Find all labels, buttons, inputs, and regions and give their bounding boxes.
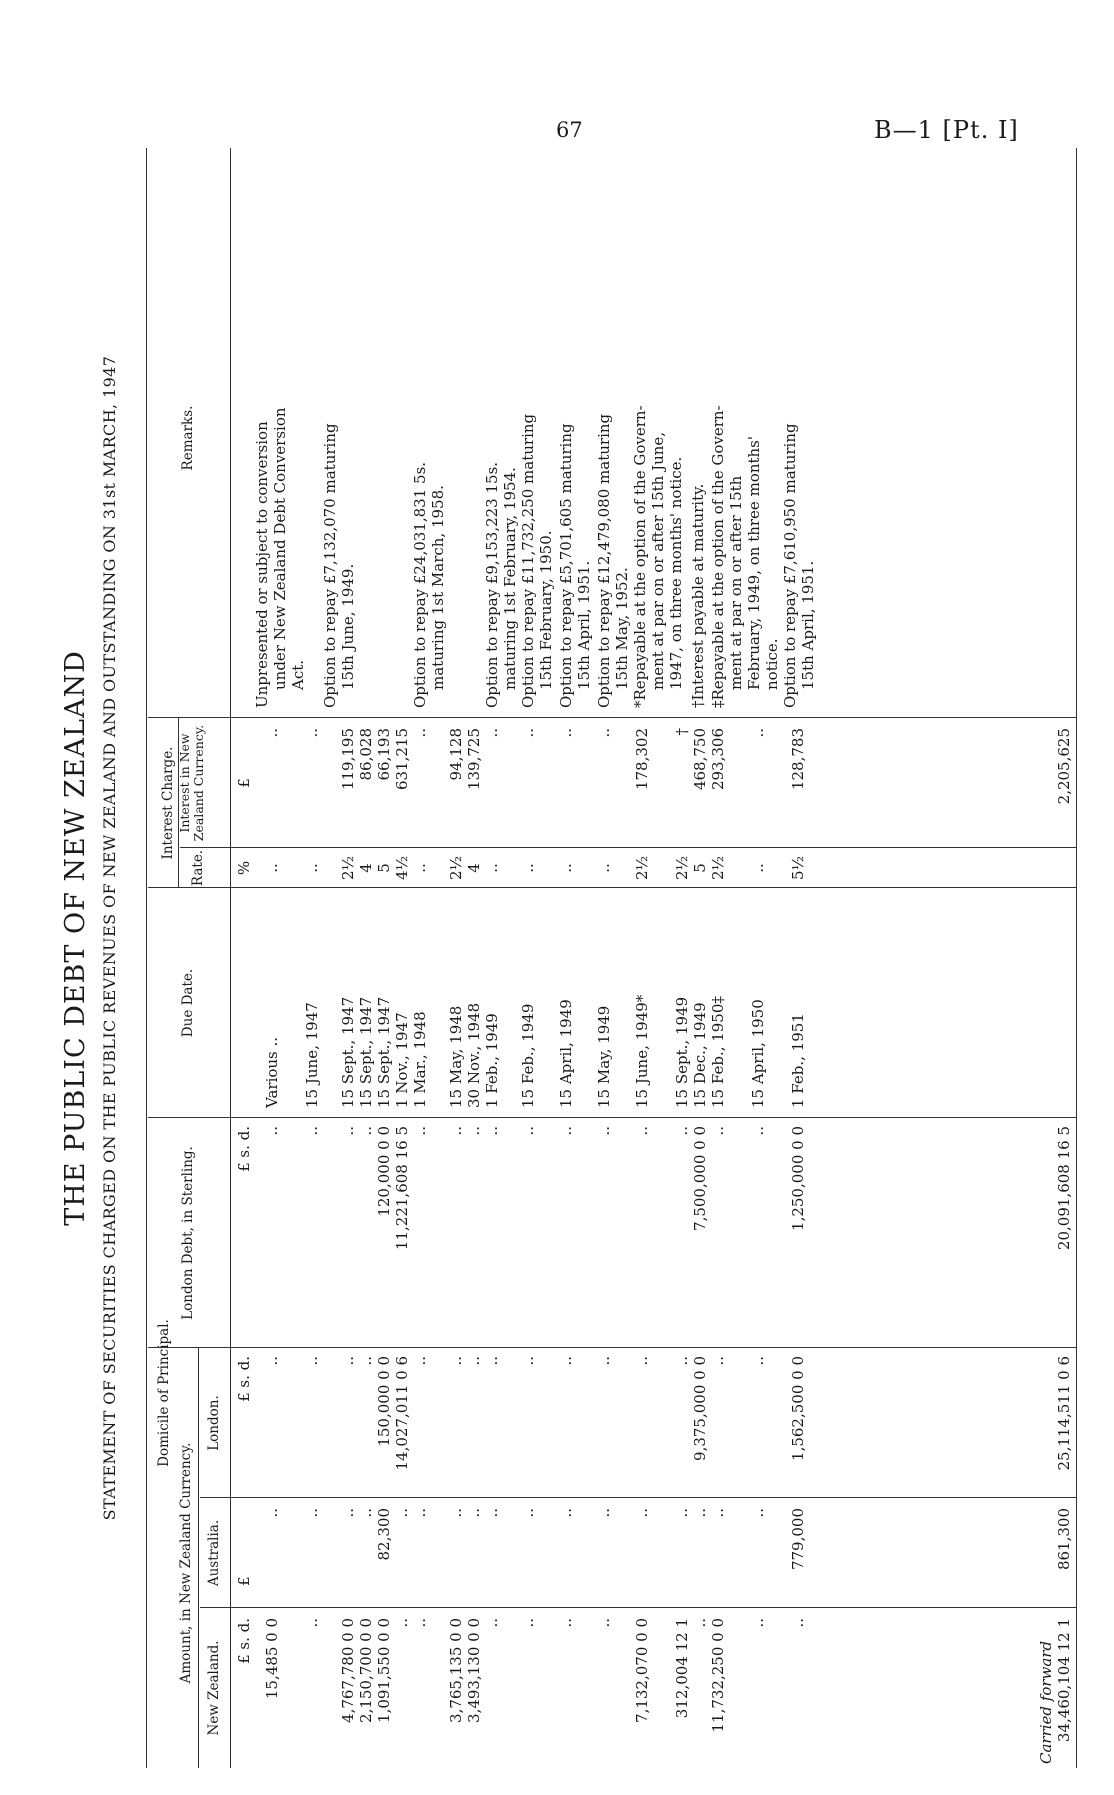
page-number: 67: [556, 118, 583, 142]
cell-due: 1 Feb., 1951: [789, 1013, 807, 1108]
cell-lon: ..: [447, 1356, 465, 1366]
remark-line: 15th April, 1951.: [799, 560, 817, 690]
cell-rate: 2½: [633, 855, 651, 881]
cell-lon: ..: [633, 1356, 651, 1366]
cell-int: ..: [749, 728, 767, 738]
cell-int: ..: [483, 728, 501, 738]
cell-int: 293,306: [709, 728, 727, 791]
cell-rate: ..: [411, 863, 429, 873]
header-amount-nz: Amount, in New Zealand Currency.: [178, 1442, 194, 1684]
total-ld: 20,091,608 16 5: [1055, 1126, 1073, 1251]
cell-rate: 2½: [447, 855, 465, 881]
cell-lon: ..: [357, 1356, 375, 1366]
cell-ld: 11,221,608 16 5: [393, 1126, 411, 1251]
cell-lon: ..: [411, 1356, 429, 1366]
cell-ld: 120,000 0 0: [375, 1126, 393, 1217]
cell-lon: 9,375,000 0 0: [691, 1356, 709, 1461]
header-interest-charge: Interest Charge.: [160, 746, 176, 860]
cell-int: ..: [595, 728, 613, 738]
cell-nz: ..: [393, 1618, 411, 1628]
remark-line: Option to repay £7,132,070 maturing: [321, 423, 339, 708]
cell-nz: ..: [595, 1618, 613, 1628]
cell-au: ..: [691, 1508, 709, 1518]
unit-au: £: [235, 1576, 253, 1586]
cell-due: 15 Feb., 1949: [519, 1003, 537, 1108]
cell-au: 779,000: [789, 1508, 807, 1571]
unit-nz: £ s. d.: [235, 1618, 253, 1664]
remark-line: *Repayable at the option of the Govern-: [631, 405, 649, 708]
cell-due: 15 Sept., 1949: [673, 996, 691, 1108]
cell-rate: ..: [749, 863, 767, 873]
cell-ld: ..: [263, 1126, 281, 1136]
cell-ld: ..: [673, 1126, 691, 1136]
cell-due: 15 May, 1948: [447, 1005, 465, 1108]
cell-lon: ..: [595, 1356, 613, 1366]
cell-int: 94,128: [447, 728, 465, 781]
cell-nz: ..: [749, 1618, 767, 1628]
cell-due: 15 April, 1949: [557, 999, 575, 1108]
remark-line: 15th February, 1950.: [537, 530, 555, 690]
cell-due: 1 Feb., 1949: [483, 1013, 501, 1108]
unit-ld: £ s. d.: [235, 1126, 253, 1172]
cell-rate: ..: [519, 863, 537, 873]
cell-due: 15 Dec., 1949: [691, 1002, 709, 1108]
cell-ld: ..: [633, 1126, 651, 1136]
cell-lon: 150,000 0 0: [375, 1356, 393, 1447]
cell-int: ..: [411, 728, 429, 738]
remark-line: Option to repay £12,479,080 maturing: [595, 413, 613, 708]
cell-int: 128,783: [789, 728, 807, 791]
cell-rate: ..: [483, 863, 501, 873]
remark-line: ment at par on or after 15th: [727, 475, 745, 690]
remark-line: Option to repay £9,153,223 15s.: [483, 461, 501, 708]
cell-due: 15 June, 1947: [303, 1002, 321, 1108]
cell-au: ..: [303, 1508, 321, 1518]
cell-nz: ..: [483, 1618, 501, 1628]
header-rate: Rate.: [190, 849, 206, 887]
header-london-debt: London Debt, in Sterling.: [180, 1146, 196, 1320]
cell-nz: 1,091,550 0 0: [375, 1618, 393, 1723]
cell-int: 468,750: [691, 728, 709, 791]
cell-lon: ..: [557, 1356, 575, 1366]
cell-au: ..: [709, 1508, 727, 1518]
cell-au: ..: [557, 1508, 575, 1518]
rotated-statement-table: [60, 108, 1100, 1768]
cell-rate: 5: [375, 863, 393, 873]
cell-int: 139,725: [465, 728, 483, 791]
cell-rate: 4½: [393, 855, 411, 881]
cell-lon: ..: [749, 1356, 767, 1366]
cell-au: ..: [595, 1508, 613, 1518]
total-int: 2,205,625: [1055, 728, 1073, 805]
cell-lon: ..: [263, 1356, 281, 1366]
cell-ld: ..: [465, 1126, 483, 1136]
cell-au: ..: [339, 1508, 357, 1518]
header-london: London.: [206, 1395, 222, 1451]
cell-rate: ..: [303, 863, 321, 873]
cell-due: 15 April, 1950: [749, 999, 767, 1108]
header-due-date: Due Date.: [180, 968, 196, 1038]
cell-ld: ..: [357, 1126, 375, 1136]
remark-line: maturing 1st February, 1954.: [501, 467, 519, 690]
cell-rate: ..: [595, 863, 613, 873]
remark-line: under New Zealand Debt Conversion: [271, 407, 289, 690]
cell-rate: ..: [263, 863, 281, 873]
cell-int: ..: [303, 728, 321, 738]
cell-au: ..: [411, 1508, 429, 1518]
cell-au: ..: [749, 1508, 767, 1518]
cell-rate: 2½: [339, 855, 357, 881]
cell-due: 15 Sept., 1947: [357, 996, 375, 1108]
cell-nz: ..: [691, 1618, 709, 1628]
cell-au: ..: [519, 1508, 537, 1518]
cell-ld: ..: [339, 1126, 357, 1136]
carried-forward-label: Carried forward: [1037, 1640, 1055, 1764]
cell-au: ..: [447, 1508, 465, 1518]
cell-ld: ..: [447, 1126, 465, 1136]
unit-rate: %: [235, 860, 253, 876]
cell-rate: 2½: [709, 855, 727, 881]
cell-lon: 1,562,500 0 0: [789, 1356, 807, 1461]
cell-int: 631,215: [393, 728, 411, 791]
cell-au: ..: [357, 1508, 375, 1518]
cell-int: ..: [519, 728, 537, 738]
unit-int: £: [235, 778, 253, 788]
cell-nz: 3,765,135 0 0: [447, 1618, 465, 1723]
cell-due: 1 Nov., 1947: [393, 1012, 411, 1108]
cell-ld: ..: [483, 1126, 501, 1136]
header-interest-nz: Interest in New Zealand Currency.: [177, 724, 206, 842]
cell-due: Various ..: [263, 1036, 281, 1108]
cell-nz: 3,493,130 0 0: [465, 1618, 483, 1723]
cell-nz: ..: [557, 1618, 575, 1628]
header-remarks: Remarks.: [180, 405, 196, 471]
cell-nz: ..: [519, 1618, 537, 1628]
total-au: 861,300: [1055, 1508, 1073, 1571]
cell-nz: 11,732,250 0 0: [709, 1618, 727, 1733]
cell-int: 66,193: [375, 728, 393, 781]
cell-int: ..: [557, 728, 575, 738]
cell-ld: ..: [749, 1126, 767, 1136]
remark-line: February, 1949, on three months': [745, 435, 763, 690]
cell-int: ..: [263, 728, 281, 738]
cell-lon: ..: [519, 1356, 537, 1366]
header-domicile: Domicile of Principal.: [156, 1319, 172, 1467]
remark-line: 1947, on three months' notice.: [667, 456, 685, 690]
cell-nz: ..: [789, 1618, 807, 1628]
cell-au: ..: [393, 1508, 411, 1518]
cell-rate: 5: [691, 863, 709, 873]
cell-au: ..: [483, 1508, 501, 1518]
document-reference: B—1 [Pt. I]: [874, 116, 1019, 144]
cell-int: †: [673, 728, 691, 736]
cell-ld: 1,250,000 0 0: [789, 1126, 807, 1231]
remark-line: 15th June, 1949.: [339, 563, 357, 690]
cell-lon: ..: [465, 1356, 483, 1366]
cell-au: 82,300: [375, 1508, 393, 1561]
cell-nz: 15,485 0 0: [263, 1618, 281, 1700]
cell-lon: ..: [483, 1356, 501, 1366]
page-title: THE PUBLIC DEBT OF NEW ZEALAND: [60, 650, 91, 1226]
cell-lon: ..: [339, 1356, 357, 1366]
remark-line: 15th April, 1951.: [575, 560, 593, 690]
remark-line: ‡Repayable at the option of the Govern-: [709, 405, 727, 708]
remark-line: notice.: [763, 638, 781, 690]
remark-line: maturing 1st March, 1958.: [429, 485, 447, 690]
cell-int: 119,195: [339, 728, 357, 791]
cell-nz: ..: [303, 1618, 321, 1628]
cell-au: ..: [263, 1508, 281, 1518]
remark-line: ment at par on or after 15th June,: [649, 431, 667, 690]
cell-nz: 7,132,070 0 0: [633, 1618, 651, 1723]
cell-rate: ..: [557, 863, 575, 873]
remark-line: Option to repay £24,031,831 5s.: [411, 461, 429, 708]
cell-due: 15 June, 1949*: [633, 994, 651, 1108]
cell-int: 86,028: [357, 728, 375, 781]
cell-ld: 7,500,000 0 0: [691, 1126, 709, 1231]
remark-line: Act.: [289, 659, 307, 690]
cell-due: 1 Mar., 1948: [411, 1011, 429, 1108]
remark-line: Unpresented or subject to conversion: [253, 421, 271, 708]
header-new-zealand: New Zealand.: [206, 1640, 222, 1736]
cell-rate: 4: [357, 863, 375, 873]
unit-lon: £ s. d.: [235, 1356, 253, 1402]
cell-lon: ..: [709, 1356, 727, 1366]
remark-line: 15th May, 1952.: [613, 567, 631, 690]
cell-nz: 312,004 12 1: [673, 1618, 691, 1719]
cell-rate: 5½: [789, 855, 807, 881]
cell-au: ..: [465, 1508, 483, 1518]
cell-due: 15 May, 1949: [595, 1005, 613, 1108]
statement-subtitle: STATEMENT OF SECURITIES CHARGED ON THE PUBLIC REVENUES OF NEW ZEALAND AND OUTSTANDING ON 31st MARCH, 1947: [100, 355, 119, 1521]
cell-due: 15 Sept., 1947: [339, 996, 357, 1108]
remark-line: Option to repay £5,701,605 maturing: [557, 423, 575, 708]
cell-int: 178,302: [633, 728, 651, 791]
remark-line: Option to repay £7,610,950 maturing: [781, 423, 799, 708]
total-lon: 25,114,511 0 6: [1055, 1356, 1073, 1471]
cell-nz: 4,767,780 0 0: [339, 1618, 357, 1723]
cell-lon: 14,027,011 0 6: [393, 1356, 411, 1471]
cell-ld: ..: [557, 1126, 575, 1136]
cell-ld: ..: [595, 1126, 613, 1136]
remark-line: Option to repay £11,732,250 maturing: [519, 413, 537, 708]
cell-ld: ..: [519, 1126, 537, 1136]
cell-nz: ..: [411, 1618, 429, 1628]
cell-nz: 2,150,700 0 0: [357, 1618, 375, 1723]
cell-ld: ..: [303, 1126, 321, 1136]
cell-au: ..: [673, 1508, 691, 1518]
cell-due: 15 Sept., 1947: [375, 996, 393, 1108]
cell-due: 15 Feb., 1950‡: [709, 996, 727, 1108]
cell-rate: 4: [465, 863, 483, 873]
cell-ld: ..: [411, 1126, 429, 1136]
cell-au: ..: [633, 1508, 651, 1518]
cell-lon: ..: [673, 1356, 691, 1366]
cell-lon: ..: [303, 1356, 321, 1366]
header-australia: Australia.: [206, 1519, 222, 1587]
remark-line: †Interest payable at maturity.: [689, 483, 707, 708]
cell-rate: 2½: [673, 855, 691, 881]
cell-due: 30 Nov., 1948: [465, 1002, 483, 1108]
cell-ld: ..: [709, 1126, 727, 1136]
total-nz: 34,460,104 12 1: [1055, 1618, 1073, 1743]
